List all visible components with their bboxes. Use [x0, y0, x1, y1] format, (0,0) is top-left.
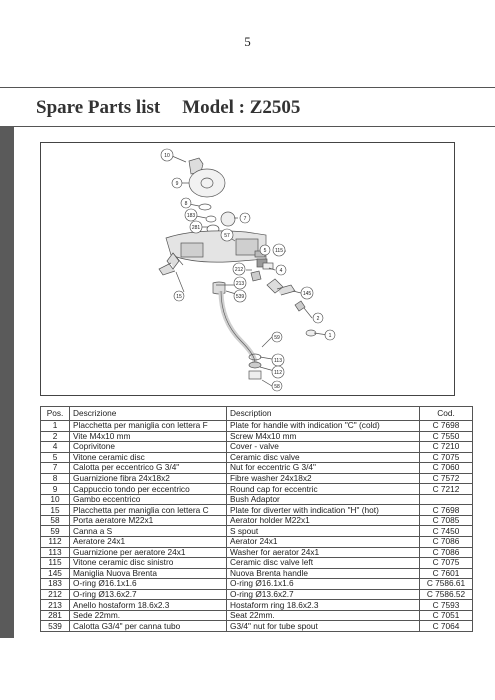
header-divider — [0, 87, 495, 88]
svg-text:539: 539 — [235, 294, 245, 300]
table-row — [41, 537, 473, 548]
row-italian-description: Cappuccio tondo per eccentrico — [70, 484, 227, 495]
row-english-description: Nut for eccentric G 3/4" — [227, 463, 420, 474]
svg-text:112: 112 — [274, 370, 282, 376]
row-italian-description: Vite M4x10 mm — [70, 431, 227, 442]
nut-7-part — [221, 212, 235, 226]
table-row — [41, 442, 473, 453]
callout-212 — [233, 263, 245, 275]
svg-text:281: 281 — [191, 225, 201, 231]
callout-145 — [301, 287, 313, 299]
svg-text:113: 113 — [274, 358, 282, 364]
row-pos: 183 — [41, 579, 70, 590]
table-row — [41, 421, 473, 432]
row-code: C 7210 — [420, 442, 473, 453]
row-italian-description: Calotta per eccentrico G 3/4" — [70, 463, 227, 474]
parts-table — [40, 406, 473, 632]
svg-text:7: 7 — [243, 216, 247, 222]
callout-58 — [272, 381, 282, 391]
table-row — [41, 515, 473, 526]
table-row — [41, 484, 473, 495]
row-code: C 7601 — [420, 568, 473, 579]
row-pos: 5 — [41, 452, 70, 463]
svg-text:212: 212 — [234, 267, 244, 273]
row-italian-description: Canna a S — [70, 526, 227, 537]
table-row — [41, 589, 473, 600]
row-english-description: Nuova Brenta handle — [227, 568, 420, 579]
row-italian-description: Placchetta per maniglia con lettera C — [70, 505, 227, 516]
svg-text:5: 5 — [263, 248, 267, 254]
row-english-description: Plate for handle with indication "C" (cold) — [227, 421, 420, 432]
svg-text:1: 1 — [328, 333, 332, 339]
callout-113 — [272, 354, 284, 366]
table-header-row — [41, 407, 473, 421]
row-pos: 539 — [41, 621, 70, 632]
row-italian-description: Guarnizione per aeratore 24x1 — [70, 547, 227, 558]
table-row — [41, 547, 473, 558]
page-title — [36, 97, 300, 119]
aerator-112-part — [249, 362, 261, 368]
row-english-description: Aerator holder M22x1 — [227, 515, 420, 526]
svg-text:2: 2 — [316, 316, 320, 322]
row-code: C 7550 — [420, 431, 473, 442]
table-row — [41, 621, 473, 632]
header-italian-description: Descrizione — [70, 407, 227, 421]
row-pos: 281 — [41, 610, 70, 621]
table-row — [41, 431, 473, 442]
table-row — [41, 610, 473, 621]
table-row — [41, 505, 473, 516]
row-code: C 7593 — [420, 600, 473, 611]
title-model: Model : Z2505 — [182, 97, 301, 118]
callout-539 — [234, 290, 246, 302]
table-row — [41, 473, 473, 484]
exploded-diagram — [40, 142, 455, 396]
row-code: C 7086 — [420, 547, 473, 558]
row-pos: 115 — [41, 558, 70, 569]
parts-table-body — [41, 421, 473, 632]
row-english-description: Washer for aerator 24x1 — [227, 547, 420, 558]
row-pos: 7 — [41, 463, 70, 474]
header-english-description: Description — [227, 407, 420, 421]
callout-8 — [181, 198, 191, 208]
row-english-description: Ceramic disc valve — [227, 452, 420, 463]
row-pos: 112 — [41, 537, 70, 548]
row-english-description: S spout — [227, 526, 420, 537]
row-code: C 7060 — [420, 463, 473, 474]
title-underline — [14, 126, 495, 127]
callout-112 — [272, 366, 284, 378]
table-row — [41, 494, 473, 505]
callout-9 — [172, 178, 182, 188]
row-code: C 7698 — [420, 421, 473, 432]
valve-cover-part — [251, 271, 261, 281]
page-number: 5 — [244, 34, 251, 49]
callout-7 — [240, 213, 250, 223]
row-italian-description: Porta aeratore M22x1 — [70, 515, 227, 526]
row-italian-description: Coprivitone — [70, 442, 227, 453]
title-heading: Spare Parts list — [36, 97, 161, 118]
svg-text:9: 9 — [175, 181, 179, 187]
row-italian-description: O-ring Ø13.6x2.7 — [70, 589, 227, 600]
callout-15 — [174, 291, 184, 301]
svg-text:10: 10 — [164, 153, 170, 159]
exploded-view-drawing — [41, 143, 454, 395]
svg-text:213: 213 — [235, 281, 245, 287]
row-pos: 212 — [41, 589, 70, 600]
row-english-description: Screw M4x10 mm — [227, 431, 420, 442]
row-english-description: Round cap for eccentric — [227, 484, 420, 495]
table-row — [41, 463, 473, 474]
row-pos: 9 — [41, 484, 70, 495]
svg-text:57: 57 — [224, 233, 230, 239]
row-code: C 7085 — [420, 515, 473, 526]
row-english-description: O-ring Ø13.6x2.7 — [227, 589, 420, 600]
row-pos: 4 — [41, 442, 70, 453]
row-english-description: O-ring Ø16.1x1.6 — [227, 579, 420, 590]
table-row — [41, 526, 473, 537]
row-italian-description: Maniglia Nuova Brenta — [70, 568, 227, 579]
callout-183 — [185, 209, 197, 221]
row-english-description: Plate for diverter with indication "H" (hot) — [227, 505, 420, 516]
row-english-description: Bush Adaptor — [227, 494, 420, 505]
header-pos: Pos. — [41, 407, 70, 421]
row-italian-description: Aeratore 24x1 — [70, 537, 227, 548]
callout-57 — [221, 229, 233, 241]
oring-183-part — [206, 216, 216, 222]
cover-valve-4-part — [263, 263, 273, 269]
row-code: C 7064 — [420, 621, 473, 632]
callout-213 — [234, 277, 246, 289]
right-handle-part — [267, 279, 295, 295]
svg-text:183: 183 — [186, 213, 196, 219]
header-code: Cod. — [420, 407, 473, 421]
table-row — [41, 579, 473, 590]
row-code: C 7586.52 — [420, 589, 473, 600]
callout-281 — [190, 221, 202, 233]
row-pos: 1 — [41, 421, 70, 432]
row-pos: 145 — [41, 568, 70, 579]
row-english-description: Seat 22mm. — [227, 610, 420, 621]
table-row — [41, 558, 473, 569]
row-english-description: Ceramic disc valve left — [227, 558, 420, 569]
svg-text:115: 115 — [275, 248, 283, 254]
row-italian-description: Guarnizione fibra 24x18x2 — [70, 473, 227, 484]
row-italian-description: Anello hostaform 18.6x2.3 — [70, 600, 227, 611]
callout-5 — [260, 245, 270, 255]
callout-1 — [325, 330, 335, 340]
row-code: C 7572 — [420, 473, 473, 484]
row-pos: 2 — [41, 431, 70, 442]
callout-4 — [276, 265, 286, 275]
row-pos: 58 — [41, 515, 70, 526]
row-code: C 7086 — [420, 537, 473, 548]
row-english-description: Cover - valve — [227, 442, 420, 453]
row-english-description: Hostaform ring 18.6x2.3 — [227, 600, 420, 611]
svg-text:58: 58 — [274, 384, 280, 390]
row-code: C 7212 — [420, 484, 473, 495]
svg-text:15: 15 — [176, 294, 182, 300]
row-code: C 7075 — [420, 452, 473, 463]
callout-2 — [313, 313, 323, 323]
row-english-description: Fibre washer 24x18x2 — [227, 473, 420, 484]
row-italian-description: Placchetta per maniglia con lettera F — [70, 421, 227, 432]
screw-2-part — [295, 301, 305, 311]
row-english-description: Aerator 24x1 — [227, 537, 420, 548]
row-pos: 213 — [41, 600, 70, 611]
row-code: C 7450 — [420, 526, 473, 537]
aerator-holder-58-part — [249, 371, 261, 379]
table-row — [41, 568, 473, 579]
table-row — [41, 600, 473, 611]
side-bar — [0, 126, 14, 638]
row-code — [420, 494, 473, 505]
svg-text:4: 4 — [279, 268, 283, 274]
row-italian-description: Sede 22mm. — [70, 610, 227, 621]
row-code: C 7075 — [420, 558, 473, 569]
callout-10 — [161, 149, 173, 161]
row-pos: 8 — [41, 473, 70, 484]
svg-text:8: 8 — [184, 201, 188, 207]
faucet-left-valve-housing — [181, 243, 203, 257]
svg-text:59: 59 — [274, 335, 280, 341]
row-italian-description: Calotta G3/4" per canna tubo — [70, 621, 227, 632]
row-italian-description: O-ring Ø16.1x1.6 — [70, 579, 227, 590]
table-row — [41, 452, 473, 463]
row-code: C 7051 — [420, 610, 473, 621]
row-pos: 15 — [41, 505, 70, 516]
svg-text:145: 145 — [302, 291, 312, 297]
row-code: C 7698 — [420, 505, 473, 516]
row-code: C 7586.61 — [420, 579, 473, 590]
fibre-washer-part — [199, 204, 211, 210]
row-pos: 113 — [41, 547, 70, 558]
row-pos: 10 — [41, 494, 70, 505]
row-italian-description: Gambo eccentrico — [70, 494, 227, 505]
callout-115 — [273, 244, 285, 256]
row-pos: 59 — [41, 526, 70, 537]
row-italian-description: Vitone ceramic disc sinistro — [70, 558, 227, 569]
row-english-description: G3/4" nut for tube spout — [227, 621, 420, 632]
row-italian-description: Vitone ceramic disc — [70, 452, 227, 463]
callout-59 — [272, 332, 282, 342]
round-cap-part — [189, 169, 225, 197]
